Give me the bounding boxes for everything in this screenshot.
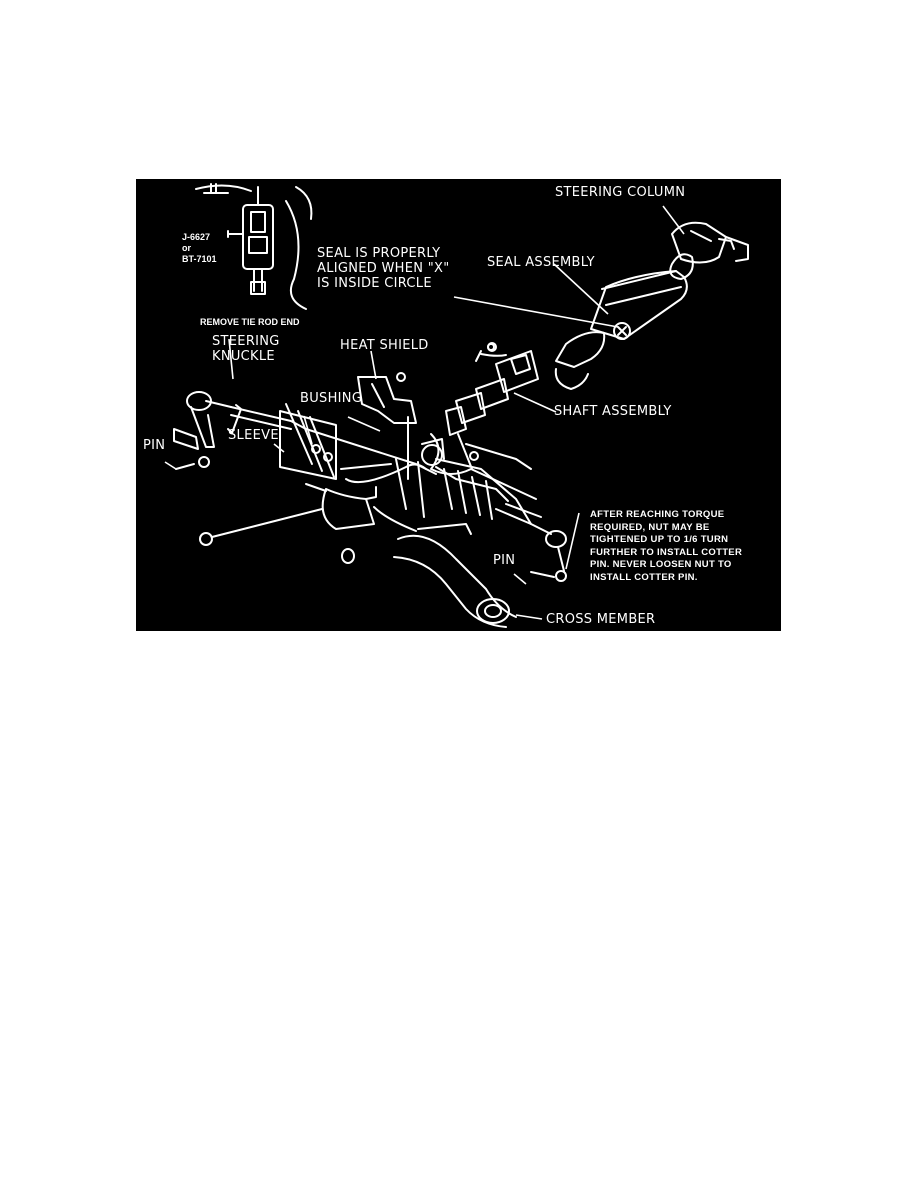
label-shaft-assembly: SHAFT ASSEMBLY xyxy=(554,404,672,419)
label-seal-note: SEAL IS PROPERLY ALIGNED WHEN "X" IS INSIDE CIRCLE xyxy=(317,246,450,291)
shaft-assembly-illustration xyxy=(446,343,538,469)
cross-member-illustration xyxy=(200,484,516,627)
label-steering-knuckle: STEERING KNUCKLE xyxy=(212,334,280,364)
label-seal-assembly: SEAL ASSEMBLY xyxy=(487,255,595,270)
left-tie-rod-illustration xyxy=(174,392,231,469)
rack-and-pinion-illustration xyxy=(228,404,536,524)
label-pin-left: PIN xyxy=(143,438,166,453)
steering-gear-diagram xyxy=(136,179,781,631)
right-tie-rod-illustration xyxy=(496,504,566,581)
label-cross-member: CROSS MEMBER xyxy=(546,612,656,627)
label-steering-column: STEERING COLUMN xyxy=(555,185,686,200)
label-heat-shield: HEAT SHIELD xyxy=(340,338,429,353)
label-bushing: BUSHING xyxy=(300,391,363,406)
label-torque-note: AFTER REACHING TORQUE REQUIRED, NUT MAY BE TIGHTENED UP TO 1/6 TURN FURTHER TO INSTALL COTTER PIN. NEVER LOOSEN NUT TO INSTALL COTTER PIN. xyxy=(590,509,743,583)
label-remove-tie-rod: REMOVE TIE ROD END xyxy=(200,317,300,327)
label-pin-right: PIN xyxy=(493,553,516,568)
label-tool-id: J-6627 or BT-7101 xyxy=(182,232,217,264)
seal-assembly-illustration xyxy=(556,271,687,389)
label-sleeve: SLEEVE xyxy=(228,428,279,443)
